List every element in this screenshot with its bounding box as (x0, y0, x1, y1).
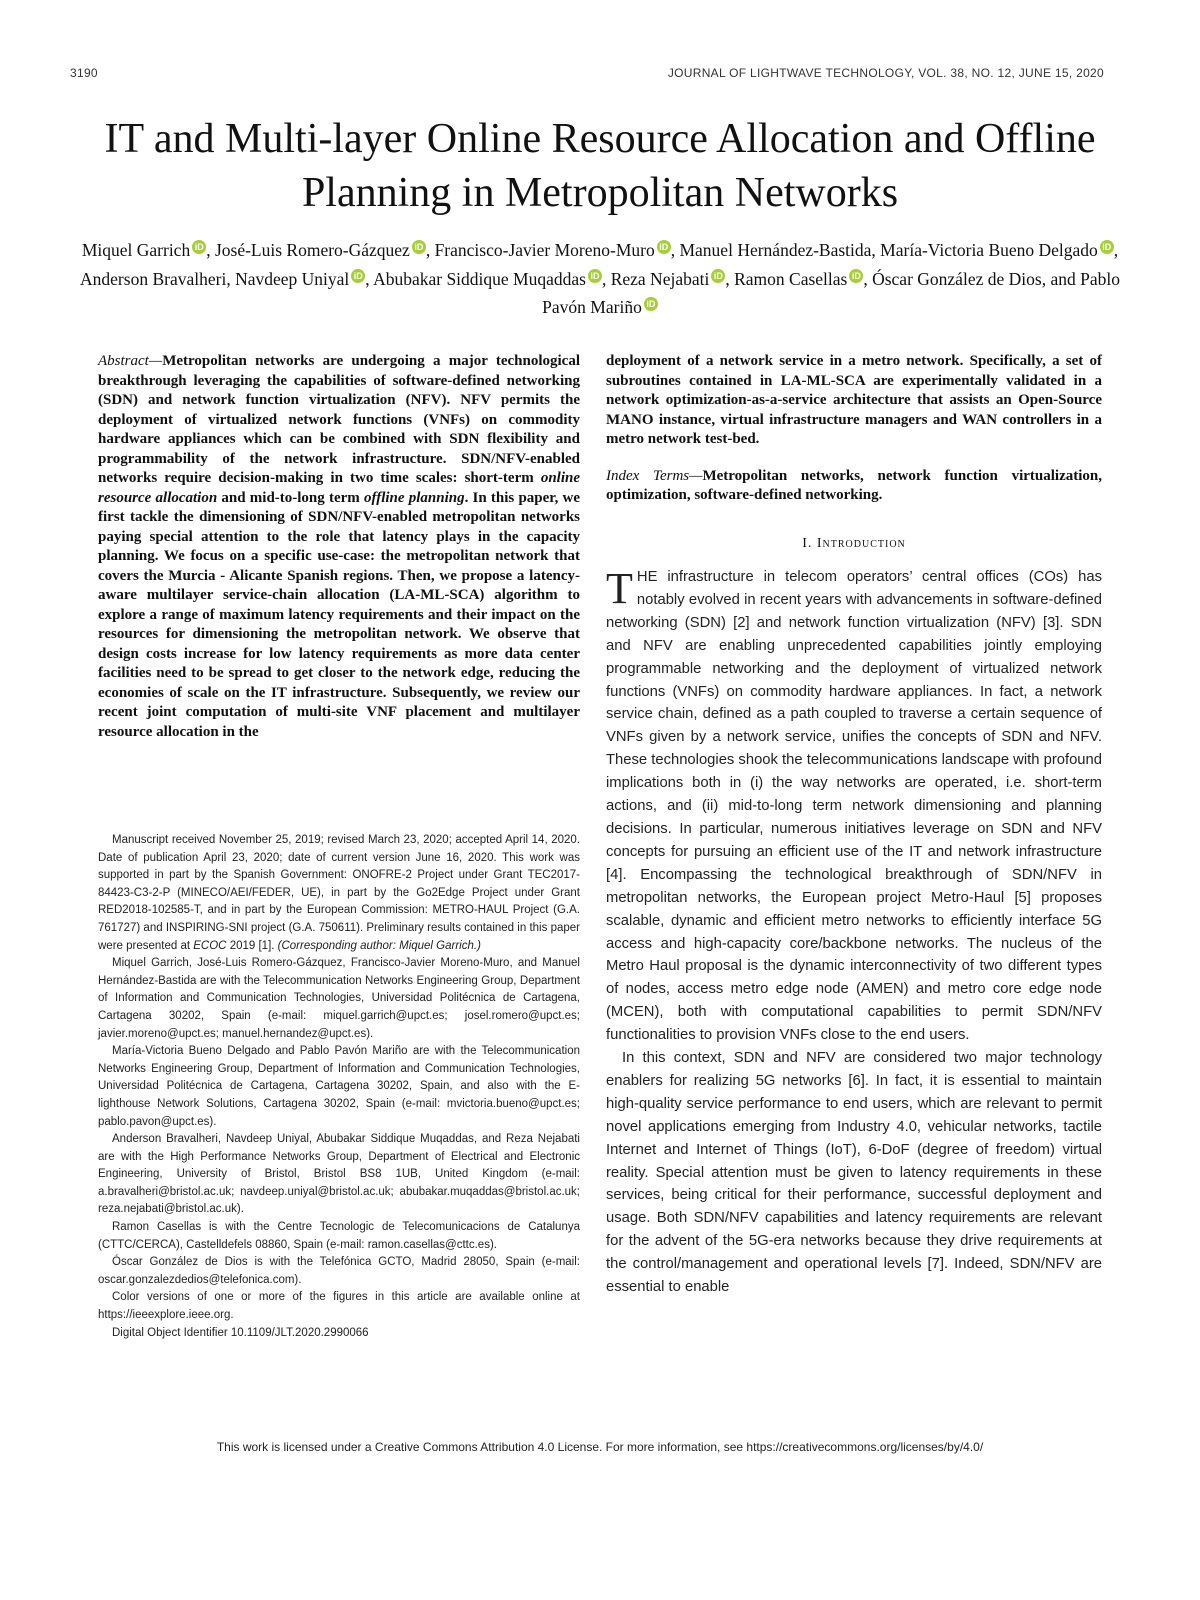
author-name: Pablo Pavón Mariño (542, 268, 1120, 317)
author-name: José-Luis Romero-Gázquez (214, 240, 410, 260)
orcid-icon[interactable]: iD (588, 269, 602, 283)
author-name: Óscar González de Dios (872, 268, 1042, 289)
author-name: Francisco-Javier Moreno-Muro (434, 240, 655, 260)
author-name: María-Victoria Bueno Delgado (880, 240, 1098, 260)
author-name: Manuel Hernández-Bastida (679, 240, 872, 260)
running-header: JOURNAL OF LIGHTWAVE TECHNOLOGY, VOL. 38, NO. 12, JUNE 15, 2020 (667, 66, 1104, 80)
orcid-icon[interactable]: iD (351, 269, 365, 283)
footnote-affiliation-bristol: Anderson Bravalheri, Navdeep Uniyal, Abubakar Siddique Muqaddas, and Reza Nejabati are with the High Performance Networks Group, Department of Electrical and Electronic Engineering, University of Bristol, Bristol BS8 1UB, United Kingdom (e-mail: a.bravalheri@bristol.ac.uk; navdeep.uniyal@bristol.ac.uk; abubakar.muqaddas@bristol.ac.uk; reza.nejabati@bristol.ac.uk). (98, 1133, 580, 1216)
intro-paragraph-2: In this context, SDN and NFV are considered two major technology enablers for realizing 5G networks [6]. In fact, it is essential to maintain high-quality service performance to end users, which are relevant to permit novel applications emerging from Industry 4.0, vehicular networks, tactile Internet and Internet of Things (IoT), 6-DoF (degree of freedom) virtual reality. Special attention must be given to latency requirements in these services, being critical for their performance, successful deployment and usage. Both SDN/NFV capabilities and latency requirements are relevant for the advent of the 5G-era networks because they drive requirements at the control/management and operational levels [7]. Indeed, SDN/NFV are essential to enable (606, 1050, 1102, 1296)
orcid-icon[interactable]: iD (192, 240, 206, 254)
abstract-text-2: and mid-to-long term (217, 489, 364, 506)
abstract-text-1: Metropolitan networks are undergoing a major technological breakthrough leveraging the capabilities of software-defined networking (SDN) and network function virtualization (NFV). NFV permits the deployment of virtualized network functions (VNFs) on commodity hardware appliances which can be combined with SDN flexibility and programmability of the network infrastructure. SDN/NFV-enabled networks require decision-making in two time scales: short-term (98, 353, 580, 486)
index-terms-label: Index Terms (606, 467, 690, 484)
author-separator: , (670, 240, 680, 260)
abstract-em-online: online resource allocation (98, 470, 580, 506)
orcid-icon[interactable]: iD (644, 297, 658, 311)
abstract-label: Abstract (98, 353, 149, 369)
author-separator: , (871, 240, 881, 260)
orcid-icon[interactable]: iD (412, 240, 426, 254)
footnote-doi: Digital Object Identifier 10.1109/JLT.2020.2990066 (112, 1326, 369, 1339)
section-heading-introduction: I. Introduction (802, 536, 906, 551)
page-number: 3190 (70, 66, 98, 80)
footnote-ecoc: ECOC (193, 939, 227, 952)
abstract-dash: — (148, 353, 163, 369)
orcid-icon[interactable]: iD (657, 240, 671, 254)
author-name: Ramon Casellas (734, 268, 848, 289)
orcid-icon[interactable]: iD (849, 269, 863, 283)
abstract-left-column (98, 352, 580, 742)
author-name: Anderson Bravalheri (80, 268, 227, 289)
author-separator: , and (1041, 268, 1081, 289)
introduction-body (606, 566, 1102, 1299)
footnote-affiliation-upct: Miquel Garrich, José-Luis Romero-Gázquez, Francisco-Javier Moreno-Muro, and Manuel Hernández-Bastida are with the Telecommunication Networks Engineering Group, Department of Information and Communication Technologies, Universidad Politécnica de Cartagena, Cartagena 30202, Spain (e-mail: miquel.garrich@upct.es; josel.romero@upct.es; javier.moreno@upct.es; manuel.hernandez@upct.es). (98, 957, 580, 1040)
orcid-icon[interactable]: iD (1100, 240, 1114, 254)
footnotes (98, 832, 580, 1342)
orcid-icon[interactable]: iD (711, 269, 725, 283)
author-separator: , (365, 268, 374, 289)
footnote-manuscript-ref: 2019 [1]. (226, 939, 278, 952)
footnote-manuscript (98, 832, 580, 955)
abstract-text-3: . In this paper, we first tackle the dimensioning of SDN/NFV-enabled metropolitan networks paying special attention to the role that latency plays in the capacity planning. We focus on a specific use-case: the metropolitan network that covers the Murcia - Alicante Spanish regions. Then, we propose a latency-aware multilayer service-chain allocation (LA-ML-SCA) algorithm to explore a range of maximum latency requirements and their impact on the resources for dimensioning the metropolitan network. We observe that design costs increase for low latency requirements as more data center facilities need to be spread to get closer to the network edge, reducing the economies of scale on the IT infrastructure. Subsequently, we review our recent joint computation of multi-site VNF placement and multilayer resource allocation in the (98, 489, 581, 740)
intro-paragraph-1-text: HE infrastructure in telecom operators’ central offices (COs) has notably evolved in recent years with advancements in software-defined networking (SDN) [2] and network function virtualization (NFV) [3]. SDN and NFV are enabling unprecedented capabilities jointly employing programmable networking and the deployment of virtualized network functions (VNFs) on commodity hardware appliances. In fact, a network service chain, defined as a path coupled to traverse a certain sequence of VNFs given by a network service, unifies the concepts of SDN and NFV. These technologies shook the telecommunications landscape with profound implications both in (i) the way networks are operated, i.e. short-term actions, and (ii) mid-to-long term network dimensioning and planning decisions. In particular, numerous initiatives leverage on SDN and NFV concepts for pursuing an efficient use of the IT and network infrastructure [4]. Encompassing the technological breakthrough of SDN/NFV in metropolitan networks, the European project Metro-Haul [5] proposes scalable, dynamic and efficient metro networks to efficiently interface 5G access and high-capacity core/backbone networks. The nucleus of the Metro Haul proposal is the dynamic interconnectivity of two different types of nodes, access metro edge node (AMEN) and metro core edge node (MCEN), both with computational capabilities to permit SDN/NFV functionalities to provision VNFs close to the end users. (606, 569, 1102, 1044)
footnote-color-versions: Color versions of one or more of the figures in this article are available online at https://ieeexplore.ieee.org. (98, 1291, 580, 1322)
abstract-continued: deployment of a network service in a metro network. Specifically, a set of subroutines contained in LA-ML-SCA are experimentally validated in a network optimization-as-a-service architecture that assists an Open-Source MANO instance, virtual infrastructure managers and WAN controllers in a metro network test-bed. (606, 353, 1102, 447)
author-separator: , (206, 240, 215, 260)
abstract-em-offline: offline planning (363, 489, 465, 506)
footnote-manuscript-text: Manuscript received November 25, 2019; revised March 23, 2020; accepted April 14, 2020. Date of publication April 23, 2020; date of current version June 16, 2020. This work was supported in part by the Spanish Government: ONOFRE-2 Project under Grant TEC2017-84423-C3-2-P (MINECO/AEI/FEDER, UE), in part by the Go2Edge Project under Grant RED2018-102585-T, and in part by the European Commission: METRO-HAUL Project (G.A. 761727) and INSPIRING-SNI project (G.A. 750611). Preliminary results contained in this paper were presented at (98, 834, 580, 952)
author-separator: , (226, 268, 236, 289)
index-terms-dash: — (689, 467, 703, 484)
license-notice: This work is licensed under a Creative Commons Attribution 4.0 License. For more information, see https://creativecommons.org/licenses/by/4.0/ (216, 1440, 984, 1454)
author-separator: , (1113, 240, 1119, 260)
footnote-affiliation-elighthouse: María-Victoria Bueno Delgado and Pablo Pavón Mariño are with the Telecommunication Networks Engineering Group, Department of Information and Communication Technologies, Universidad Politécnica de Cartagena, Cartagena 30202, Spain, and also with the E-lighthouse Network Solutions, Cartagena 30202, Spain (e-mail: mvictoria.bueno@upct.es; pablo.pavon@upct.es). (98, 1045, 580, 1128)
author-separator: , (725, 268, 735, 289)
author-name: Reza Nejabati (610, 268, 710, 289)
footnote-corresponding-author: (Corresponding author: Miquel Garrich.) (277, 939, 481, 952)
index-terms (606, 467, 1102, 506)
abstract (98, 352, 580, 742)
intro-paragraph-1 (606, 566, 1102, 1047)
abstract-right-column (606, 352, 1102, 506)
author-separator: , (425, 240, 435, 260)
paper-title: IT and Multi-layer Online Resource Allocation and Offline Planning in Metropolitan Networks (104, 116, 1096, 216)
drop-cap: T (606, 564, 633, 613)
author-separator: , (863, 268, 873, 289)
author-name: Abubakar Siddique Muqaddas (373, 268, 586, 289)
author-name: Navdeep Uniyal (235, 268, 350, 289)
footnote-affiliation-cttc: Ramon Casellas is with the Centre Tecnologic de Telecomunicacions de Catalunya (CTTC/CERCA), Castelldefels 08860, Spain (e-mail: ramon.casellas@cttc.es). (98, 1221, 580, 1251)
author-separator: , (601, 268, 611, 289)
author-list (70, 236, 1130, 322)
author-name: Miquel Garrich (81, 240, 191, 260)
index-terms-text: Metropolitan networks, network function virtualization, optimization, software-defined networking. (606, 467, 1102, 503)
footnote-affiliation-telefonica: Óscar González de Dios is with the Telefónica GCTO, Madrid 28050, Spain (e-mail: oscar.gonzalezdedios@telefonica.com). (98, 1256, 580, 1286)
